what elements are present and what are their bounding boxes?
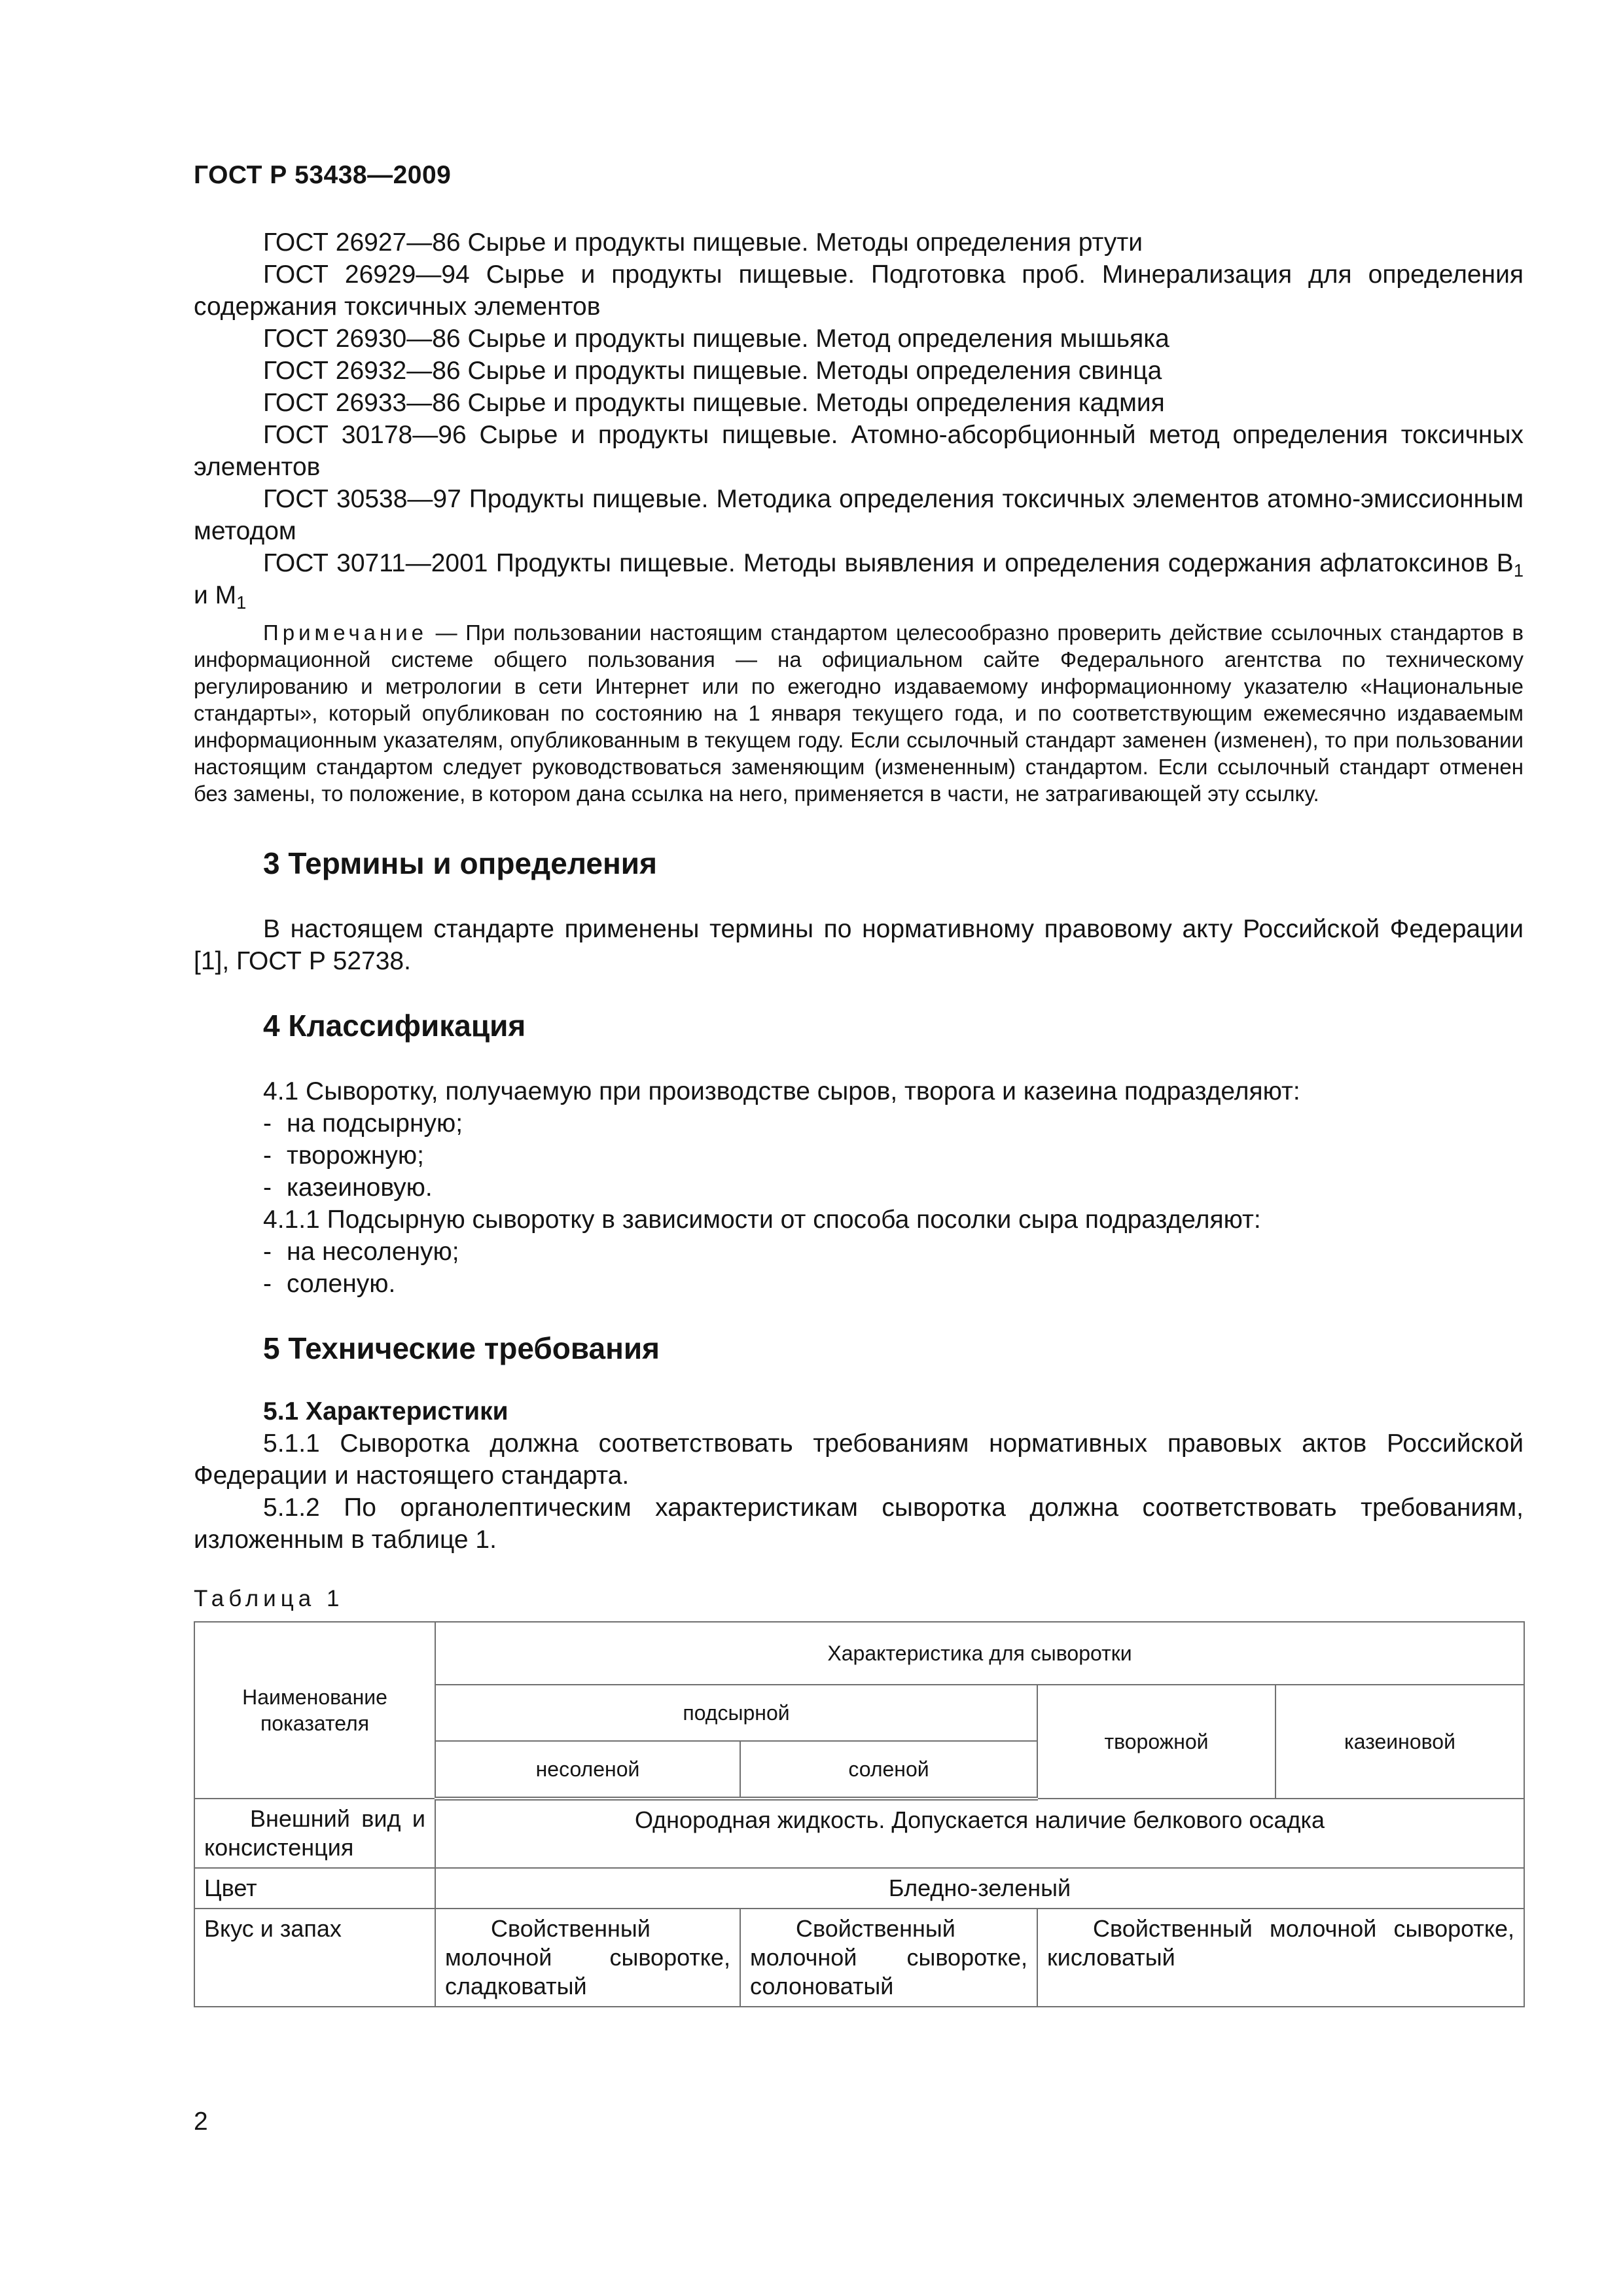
row-value-color: Бледно-зеленый (435, 1868, 1524, 1909)
subscript: 1 (236, 592, 247, 613)
reference-text: Продукты пищевые. Методы выявления и определения содержания афлатоксинов B (488, 549, 1514, 577)
gost-number: ГОСТ 26932—86 (263, 357, 461, 385)
section-title-4: 4 Классификация (263, 1009, 526, 1043)
header-kazeinovoy: казеиновой (1275, 1685, 1524, 1799)
table-row (194, 1909, 1524, 2007)
note-text: — При пользовании настоящим стандартом целесообразно проверить действие ссылочных стандартов в информационной системе общего пользования — на официальном сайте Федерального агентства по техническому регулированию и метрологии в сети Интернет или по ежегодно издаваемому информационному указателю «Национальные стандарты», который опубликован по состоянию на 1 января текущего года, и по соответствующим ежемесячно издаваемым информационным указателям, опубликованным в текущем году. Если ссылочный стандарт заменен (изменен), то при пользовании настоящим стандартом следует руководствоваться заменяющим (измененным) стандартом. Если ссылочный стандарт отменен без замены, то положение, в котором дана ссылка на него, применяется в части, не затрагивающей эту ссылку. (194, 620, 1524, 806)
reference-text: Сырье и продукты пищевые. Подготовка проб. Минерализация для определения содержания токсичных элементов (194, 260, 1524, 321)
gost-number: ГОСТ 26933—86 (263, 389, 461, 417)
row-value-taste-solenoy: Свойственный молочной сыворотке, солоноватый (740, 1909, 1037, 2007)
gost-number: ГОСТ 26927—86 (263, 228, 461, 257)
page-content (194, 226, 1524, 2007)
reference-text: Сырье и продукты пищевые. Атомно-абсорбционный метод определения токсичных элементов (194, 421, 1524, 481)
list-item-text: на подсырную; (287, 1109, 463, 1138)
characteristics-table (194, 1621, 1525, 2007)
header-solenoy: соленой (740, 1741, 1037, 1799)
row-name-color: Цвет (194, 1868, 435, 1909)
list-dash: - (263, 1109, 272, 1138)
row-name-appearance: Внешний вид и консистенция (194, 1799, 435, 1868)
list-dash: - (263, 1141, 272, 1170)
gost-number: ГОСТ 30178—96 (263, 421, 467, 449)
list-item (263, 1268, 1524, 1300)
reference-text: Продукты пищевые. Методика определения токсичных элементов атомно-эмиссионным методом (194, 485, 1524, 545)
list-dash: - (263, 1238, 272, 1266)
note-paragraph (194, 619, 1524, 807)
section-title-3: 3 Термины и определения (263, 846, 657, 880)
document-header: ГОСТ Р 53438—2009 (194, 161, 452, 189)
header-podsyrnoy: подсырной (435, 1685, 1037, 1741)
note-label: Примечание (263, 620, 428, 645)
reference-text: Сырье и продукты пищевые. Методы определения кадмия (460, 389, 1165, 417)
list-item (263, 1172, 1524, 1204)
gost-number: ГОСТ 26929—94 (263, 260, 470, 289)
clause-4-1-1: 4.1.1 Подсырную сыворотку в зависимости от способа посолки сыра подразделяют: (263, 1206, 1261, 1234)
reference-item (194, 355, 1524, 387)
row-value-taste-tvor-kaz: Свойственный молочной сыворотке, кисловатый (1037, 1909, 1524, 2007)
list-dash: - (263, 1174, 272, 1202)
reference-item (194, 323, 1524, 355)
gost-number: ГОСТ 26930—86 (263, 325, 461, 353)
reference-item (194, 419, 1524, 483)
header-nesolenoy: несоленой (435, 1741, 740, 1799)
list-item-text: соленую. (287, 1270, 396, 1298)
table-caption: Таблица 1 (194, 1586, 344, 1611)
table-row (194, 1799, 1524, 1868)
clause-4-1: 4.1 Сыворотку, получаемую при производстве сыров, творога и казеина подразделяют: (263, 1077, 1300, 1105)
reference-item (194, 483, 1524, 547)
reference-text: Сырье и продукты пищевые. Методы определения свинца (460, 357, 1162, 385)
gost-number: ГОСТ 30711—2001 (263, 549, 488, 577)
section-title-5: 5 Технические требования (263, 1331, 660, 1365)
reference-text: Сырье и продукты пищевые. Методы определения ртути (460, 228, 1143, 257)
reference-item (194, 226, 1524, 259)
header-indicator-name: Наименование показателя (194, 1622, 435, 1799)
page-number: 2 (194, 2108, 208, 2136)
list-item (263, 1236, 1524, 1268)
list-item-text: казеиновую. (287, 1174, 433, 1202)
reference-text: Сырье и продукты пищевые. Метод определения мышьяка (460, 325, 1169, 353)
reference-item (194, 387, 1524, 419)
row-value-taste-nesolenoy: Свойственный молочной сыворотке, сладковатый (435, 1909, 740, 2007)
clause-5-1-1: 5.1.1 Сыворотка должна соответствовать требованиям нормативных правовых актов Российской Федерации и настоящего стандарта. (194, 1429, 1524, 1490)
section-3-text: В настоящем стандарте применены термины по нормативному правовому акту Российской Федерации [1], ГОСТ Р 52738. (194, 915, 1524, 975)
row-name-taste: Вкус и запах (194, 1909, 435, 2007)
gost-number: ГОСТ 30538—97 (263, 485, 461, 513)
list-item (263, 1107, 1524, 1139)
list-item (263, 1139, 1524, 1172)
reference-item (194, 259, 1524, 323)
header-tvorozhnoy: творожной (1037, 1685, 1275, 1799)
header-characteristic: Характеристика для сыворотки (435, 1622, 1524, 1685)
list-dash: - (263, 1270, 272, 1298)
list-item-text: творожную; (287, 1141, 424, 1170)
row-value-appearance: Однородная жидкость. Допускается наличие белкового осадка (435, 1799, 1524, 1868)
list-item-text: на несоленую; (287, 1238, 459, 1266)
clause-5-1-2: 5.1.2 По органолептическим характеристикам сыворотка должна соответствовать требованиям, изложенным в таблице 1. (194, 1494, 1524, 1554)
subsection-title-5-1: 5.1 Характеристики (263, 1397, 508, 1426)
reference-item-aflatoxins (194, 547, 1524, 611)
table-row (194, 1868, 1524, 1909)
subscript: 1 (1513, 560, 1524, 581)
reference-text-mid: и M (194, 581, 237, 609)
